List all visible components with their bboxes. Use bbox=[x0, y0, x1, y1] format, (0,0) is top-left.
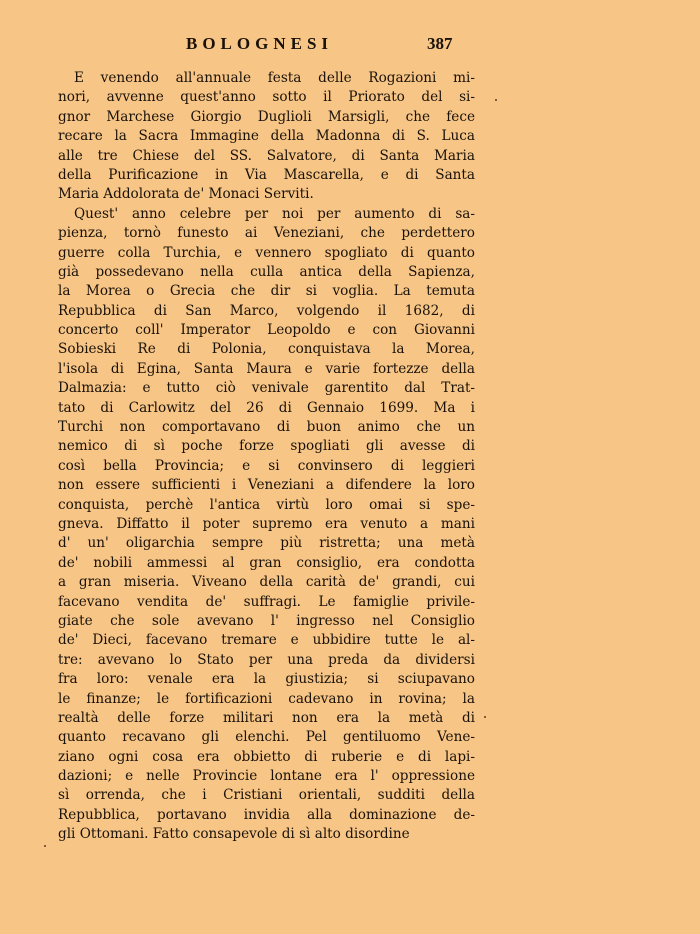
text-line: Sobieski Re di Polonia, conquistava la Morea, bbox=[58, 341, 475, 358]
text-line: Dalmazia: e tutto ciò venivale garentito dal Trat- bbox=[58, 380, 475, 397]
text-line: fra loro: venale era la giustizia; si sciupavano bbox=[58, 671, 475, 688]
text-line: giate che sole avevano l' ingresso nel Consiglio bbox=[58, 612, 475, 629]
text-line: della Purificazione in Via Mascarella, e di Santa bbox=[58, 166, 475, 183]
text-line: gli Ottomani. Fatto consapevole di sì alto disordine bbox=[58, 826, 410, 843]
text-line: le finanze; le fortificazioni cadevano in rovina; la bbox=[58, 690, 475, 707]
text-line: E venendo all'annuale festa delle Rogazioni mi- bbox=[74, 70, 475, 86]
text-line: a gran miseria. Viveano della carità de' grandi, cui bbox=[58, 574, 475, 591]
text-line: tato di Carlowitz del 26 di Gennaio 1699. Ma i bbox=[58, 399, 475, 416]
text-line: ziano ogni cosa era obbietto di ruberie e di lapi- bbox=[58, 748, 475, 765]
text-line: de' Dieci, facevano tremare e ubbidire tutte le al- bbox=[58, 632, 475, 649]
text-line: gnor Marchese Giorgio Duglioli Marsigli, che fece bbox=[58, 108, 475, 125]
paragraph-2 bbox=[58, 205, 475, 845]
text-line: Maria Addolorata de' Monaci Serviti. bbox=[58, 186, 314, 203]
text-line: quanto recavano gli elenchi. Pel gentiluomo Vene- bbox=[58, 729, 475, 746]
text-line: Turchi non comportavano di buon animo che un bbox=[58, 419, 475, 436]
text-line: così bella Provincia; e si convinsero di leggieri bbox=[58, 457, 475, 474]
text-line: Repubblica di San Marco, volgendo il 1682, di bbox=[58, 302, 475, 319]
text-line: l'isola di Egina, Santa Maura e varie fortezze della bbox=[58, 360, 475, 377]
text-line: facevano vendita de' suffragi. Le famiglie privile- bbox=[58, 593, 475, 610]
text-line: dazioni; e nelle Provincie lontane era l' oppressione bbox=[58, 768, 475, 785]
text-line: sì orrenda, che i Cristiani orientali, sudditi della bbox=[58, 787, 475, 804]
ink-speck bbox=[44, 845, 46, 847]
text-line: d' un' oligarchia sempre più ristretta; una metà bbox=[58, 535, 475, 552]
text-line: pienza, tornò funesto ai Veneziani, che perdettero bbox=[58, 225, 475, 242]
text-line: recare la Sacra Immagine della Madonna di S. Luca bbox=[58, 128, 475, 145]
text-line: guerre colla Turchia, e vennero spogliato di quanto bbox=[58, 244, 475, 261]
running-head: BOLOGNESI bbox=[186, 34, 334, 53]
text-line: la Morea o Grecia che dir si voglia. La temuta bbox=[58, 283, 475, 300]
text-line: nemico di sì poche forze spogliati gli avesse di bbox=[58, 438, 475, 455]
page-number: 387 bbox=[427, 34, 453, 53]
body-text bbox=[58, 69, 475, 845]
text-line: alle tre Chiese del SS. Salvatore, di Santa Maria bbox=[58, 147, 475, 164]
text-line: Quest' anno celebre per noi per aumento di sa- bbox=[74, 205, 475, 222]
text-line: tre: avevano lo Stato per una preda da dividersi bbox=[58, 651, 475, 668]
text-line: non essere sufficienti i Veneziani a difendere la loro bbox=[58, 477, 475, 494]
ink-speck bbox=[484, 716, 486, 718]
text-line: gneva. Diffatto il poter supremo era venuto a mani bbox=[58, 515, 475, 532]
text-line: conquista, perchè l'antica virtù loro omai si spe- bbox=[58, 496, 475, 513]
paragraph-1 bbox=[58, 69, 475, 205]
text-line: Repubblica, portavano invidia alla dominazione de- bbox=[58, 806, 475, 823]
text-line: nori, avvenne quest'anno sotto il Priorato del si- bbox=[58, 89, 475, 106]
text-line: de' nobili ammessi al gran consiglio, era condotta bbox=[58, 554, 475, 571]
text-line: realtà delle forze militari non era la metà di bbox=[58, 709, 475, 726]
text-line: concerto coll' Imperator Leopoldo e con Giovanni bbox=[58, 322, 475, 339]
text-line: già possedevano nella culla antica della Sapienza, bbox=[58, 263, 475, 280]
ink-speck bbox=[495, 99, 497, 101]
